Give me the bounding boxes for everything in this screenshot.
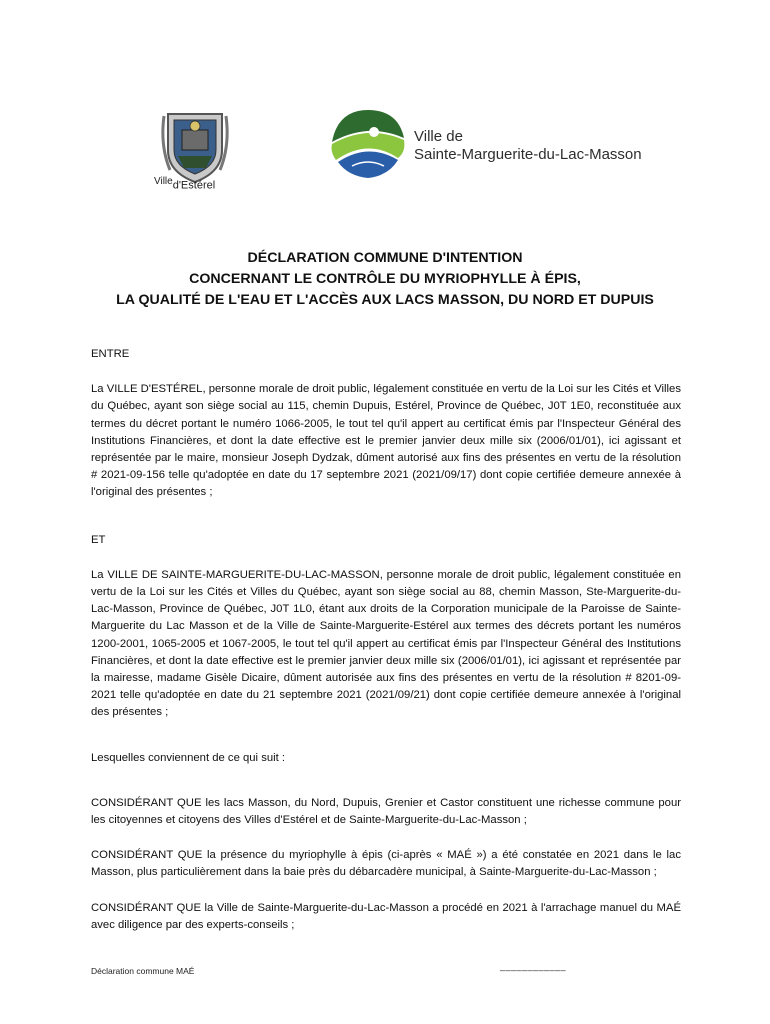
document-title <box>60 248 710 311</box>
party2-paragraph: La VILLE DE SAINTE-MARGUERITE-DU-LAC-MASSON, personne morale de droit public, légalement constituée en vertu de la Loi sur les Cités et Villes du Québec, ayant son siège social au 88, chemin Masson, Ste-Marguerite-du-Lac-Masson, Province de Québec, J0T 1L0, étant aux droits de la Corporation municipale de la Paroisse de Sainte-Marguerite du Lac Masson et de la Ville de Sainte-Marguerite-Estérel aux termes des décrets portant les numéros 1200-2001, 1065-2005 et 1067-2005, le tout tel qu'il appert au certificat émis par l'Inspecteur Général des Institutions Financières, et dont la date effective est le premier janvier deux mille six (2006/01/01), ici agissant et représentée par la mairesse, madame Gisèle Dicaire, dûment autorisée aux fins des présentes en vertu de la résolution # 8201-09-2021 telle qu'adoptée en date du 21 septembre 2021 (2021/09/21) dont copie certifiée demeure annexée à l'original des présentes ; <box>91 568 681 719</box>
considerant-1: CONSIDÉRANT QUE les lacs Masson, du Nord, Dupuis, Grenier et Castor constituent une richesse commune pour les citoyennes et citoyens des Villes d'Estérel et de Sainte-Marguerite-du-Lac-Masson ; <box>91 796 681 827</box>
esterel-label <box>154 176 215 192</box>
header-logos <box>0 100 770 210</box>
party1-paragraph: La VILLE D'ESTÉREL, personne morale de droit public, légalement constituée en vertu de la Loi sur les Cités et Villes du Québec, ayant son siège social au 115, chemin Dupuis, Estérel, Province de Québec, J0T 1E0, reconstituée aux termes du décret portant le numéro 1066-2005, le tout tel qu'il appert au certificat émis par l'Inspecteur Général des Institutions Financières, et dont la date effective est le premier janvier deux mille six (2006/01/01), ici agissant et représentée par le maire, monsieur Joseph Dydzak, dûment autorisé aux fins des présentes en vertu de la résolution # 2021-09-156 telle qu'adoptée en date du 17 septembre 2021 (2021/09/17) dont copie certifiée demeure annexée à l'original des présentes ; <box>91 383 681 499</box>
title-line1: DÉCLARATION COMMUNE D'INTENTION <box>247 250 523 266</box>
et-label: ET <box>91 533 106 546</box>
entre-label: ENTRE <box>91 348 130 360</box>
coat-of-arms-icon <box>160 106 230 186</box>
esterel-label-ville: Ville <box>154 176 173 187</box>
ste-logo-text <box>414 128 642 164</box>
esterel-label-name: d'Estérel <box>172 179 216 192</box>
title-line3: LA QUALITÉ DE L'EAU ET L'ACCÈS AUX LACS MASSON, DU NORD ET DUPUIS <box>116 292 654 308</box>
footer-signature-line: ____________ <box>500 961 567 971</box>
considerant-2: CONSIDÉRANT QUE la présence du myriophylle à épis (ci-après « MAÉ ») a été constatée en 2021 dans le lac Masson, plus particulièrement dans la baie près du débarcadère municipal, à Sainte-Marguerite-du-Lac-Masson ; <box>91 849 681 879</box>
title-line2: CONCERNANT LE CONTRÔLE DU MYRIOPHYLLE À ÉPIS, <box>189 271 581 287</box>
ste-logo-line1: Ville de <box>414 128 463 145</box>
lesquelles-paragraph: Lesquelles conviennent de ce qui suit : <box>91 751 286 764</box>
document-body <box>91 346 681 934</box>
considerant-3: CONSIDÉRANT QUE la Ville de Sainte-Marguerite-du-Lac-Masson a procédé en 2021 à l'arrachage manuel du MAÉ avec diligence par des experts-conseils ; <box>91 901 681 931</box>
footer-document-name: Déclaration commune MAÉ <box>91 966 195 976</box>
lake-landscape-icon <box>328 108 408 180</box>
ste-logo-line2: Sainte-Marguerite-du-Lac-Masson <box>414 146 642 163</box>
